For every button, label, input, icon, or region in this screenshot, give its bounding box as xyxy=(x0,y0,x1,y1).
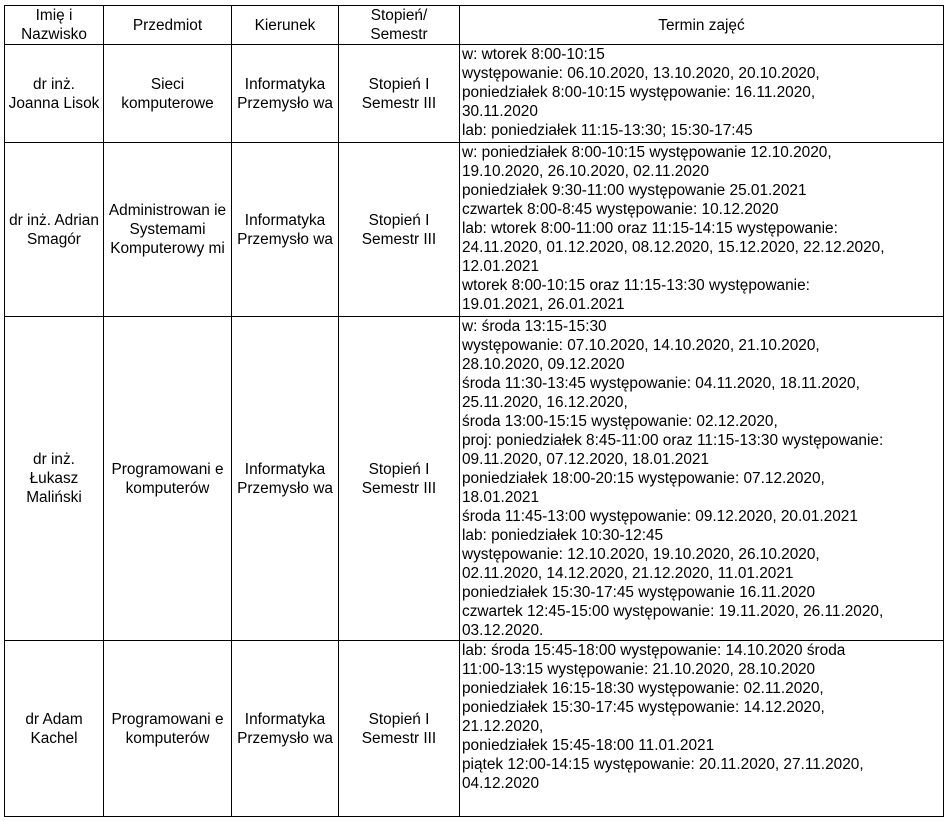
schedule-line: środa 13:00-15:15 występowanie: 02.12.2020, xyxy=(462,413,778,430)
table-row xyxy=(5,45,944,143)
schedule-cell xyxy=(460,641,944,817)
subject-name: Programowani e komputerów xyxy=(104,317,232,641)
schedule-cell xyxy=(460,45,944,143)
field-of-study: Informatyka Przemysło wa xyxy=(232,317,339,641)
schedule-line: piątek 12:00-14:15 występowanie: 20.11.2020, 27.11.2020, xyxy=(462,756,864,773)
table-row xyxy=(5,641,944,817)
header-schedule: Termin zajęć xyxy=(460,6,944,45)
field-of-study: Informatyka Przemysło wa xyxy=(232,143,339,317)
schedule-line: poniedziałek 9:30-11:00 występowanie 25.01.2021 xyxy=(462,182,807,199)
schedule-line: 28.10.2020, 09.12.2020 xyxy=(462,356,625,373)
schedule-line: lab: poniedziałek 11:15-13:30; 15:30-17:45 xyxy=(462,122,753,139)
field-of-study: Informatyka Przemysło wa xyxy=(232,641,339,817)
schedule-line: 19.10.2020, 26.10.2020, 02.11.2020 xyxy=(462,163,710,180)
field-of-study: Informatyka Przemysło wa xyxy=(232,45,339,143)
schedule-line: 24.11.2020, 01.12.2020, 08.12.2020, 15.12.2020, 22.12.2020, xyxy=(462,239,885,256)
schedule-line: 04.12.2020 xyxy=(462,775,540,792)
schedule-line: poniedziałek 15:45-18:00 11.01.2021 xyxy=(462,737,715,754)
lecturer-name: dr inż. Adrian Smagór xyxy=(5,143,104,317)
subject-name: Programowani e komputerów xyxy=(104,641,232,817)
schedule-line: 25.11.2020, 16.12.2020, xyxy=(462,394,628,411)
schedule-line: proj: poniedziałek 8:45-11:00 oraz 11:15-13:30 występowanie: xyxy=(462,432,884,449)
schedule-line: lab: wtorek 8:00-11:00 oraz 11:15-14:15 występowanie: xyxy=(462,220,838,237)
schedule-line: środa 11:30-13:45 występowanie: 04.11.2020, 18.11.2020, xyxy=(462,375,860,392)
schedule-line: 30.11.2020 xyxy=(462,103,538,120)
schedule-line: w: poniedziałek 8:00-10:15 występowanie 12.10.2020, xyxy=(462,144,832,161)
schedule-line: czwartek 12:45-15:00 występowanie: 19.11.2020, 26.11.2020, xyxy=(462,603,884,620)
schedule-line: w: wtorek 8:00-10:15 xyxy=(462,46,605,63)
level-semester: Stopień I Semestr III xyxy=(339,143,460,317)
schedule-line: występowanie: 12.10.2020, 19.10.2020, 26.10.2020, xyxy=(462,546,820,563)
lecturer-name: dr inż. Joanna Lisok xyxy=(5,45,104,143)
schedule-line: 18.01.2021 xyxy=(462,489,540,506)
schedule-table xyxy=(4,5,944,817)
schedule-line: występowanie: 07.10.2020, 14.10.2020, 21.10.2020, xyxy=(462,337,820,354)
table-row xyxy=(5,317,944,641)
schedule-line: 02.11.2020, 14.12.2020, 21.12.2020, 11.01.2021 xyxy=(462,565,794,582)
schedule-line: 19.01.2021, 26.01.2021 xyxy=(462,296,625,313)
schedule-cell xyxy=(460,317,944,641)
header-subject: Przedmiot xyxy=(104,6,232,45)
schedule-line: lab: środa 15:45-18:00 występowanie: 14.10.2020 środa xyxy=(462,642,846,659)
schedule-line: 21.12.2020, xyxy=(462,718,544,735)
schedule-line: czwartek 8:00-8:45 występowanie: 10.12.2020 xyxy=(462,201,779,218)
schedule-line: wtorek 8:00-10:15 oraz 11:15-13:30 występowanie: xyxy=(462,277,810,294)
schedule-line: poniedziałek 16:15-18:30 występowanie: 02.11.2020, xyxy=(462,680,824,697)
table-row xyxy=(5,143,944,317)
schedule-line: środa 11:45-13:00 występowanie: 09.12.2020, 20.01.2021 xyxy=(462,508,858,525)
schedule-line: 11:00-13:15 występowanie: 21.10.2020, 28.10.2020 xyxy=(462,661,816,678)
header-row xyxy=(5,6,944,45)
schedule-line: występowanie: 06.10.2020, 13.10.2020, 20.10.2020, xyxy=(462,65,820,82)
schedule-cell xyxy=(460,143,944,317)
schedule-line: poniedziałek 15:30-17:45 występowanie 16.11.2020 xyxy=(462,584,816,601)
level-semester: Stopień I Semestr III xyxy=(339,317,460,641)
lecturer-name: dr inż. Łukasz Maliński xyxy=(5,317,104,641)
subject-name: Administrowan ie Systemami Komputerowy mi xyxy=(104,143,232,317)
level-semester: Stopień I Semestr III xyxy=(339,45,460,143)
lecturer-name: dr Adam Kachel xyxy=(5,641,104,817)
schedule-line: poniedziałek 18:00-20:15 występowanie: 07.12.2020, xyxy=(462,470,825,487)
header-name: Imię i Nazwisko xyxy=(5,6,104,45)
header-level: Stopień/ Semestr xyxy=(339,6,460,45)
schedule-line: 12.01.2021 xyxy=(462,258,540,275)
schedule-line: lab: poniedziałek 10:30-12:45 xyxy=(462,527,664,544)
schedule-line: 03.12.2020. xyxy=(462,622,544,639)
subject-name: Sieci komputerowe xyxy=(104,45,232,143)
schedule-line: w: środa 13:15-15:30 xyxy=(462,318,607,335)
schedule-line: poniedziałek 8:00-10:15 występowanie: 16.11.2020, xyxy=(462,84,816,101)
header-field: Kierunek xyxy=(232,6,339,45)
level-semester: Stopień I Semestr III xyxy=(339,641,460,817)
schedule-line: poniedziałek 15:30-17:45 występowanie: 14.12.2020, xyxy=(462,699,825,716)
schedule-line: 09.11.2020, 07.12.2020, 18.01.2021 xyxy=(462,451,710,468)
